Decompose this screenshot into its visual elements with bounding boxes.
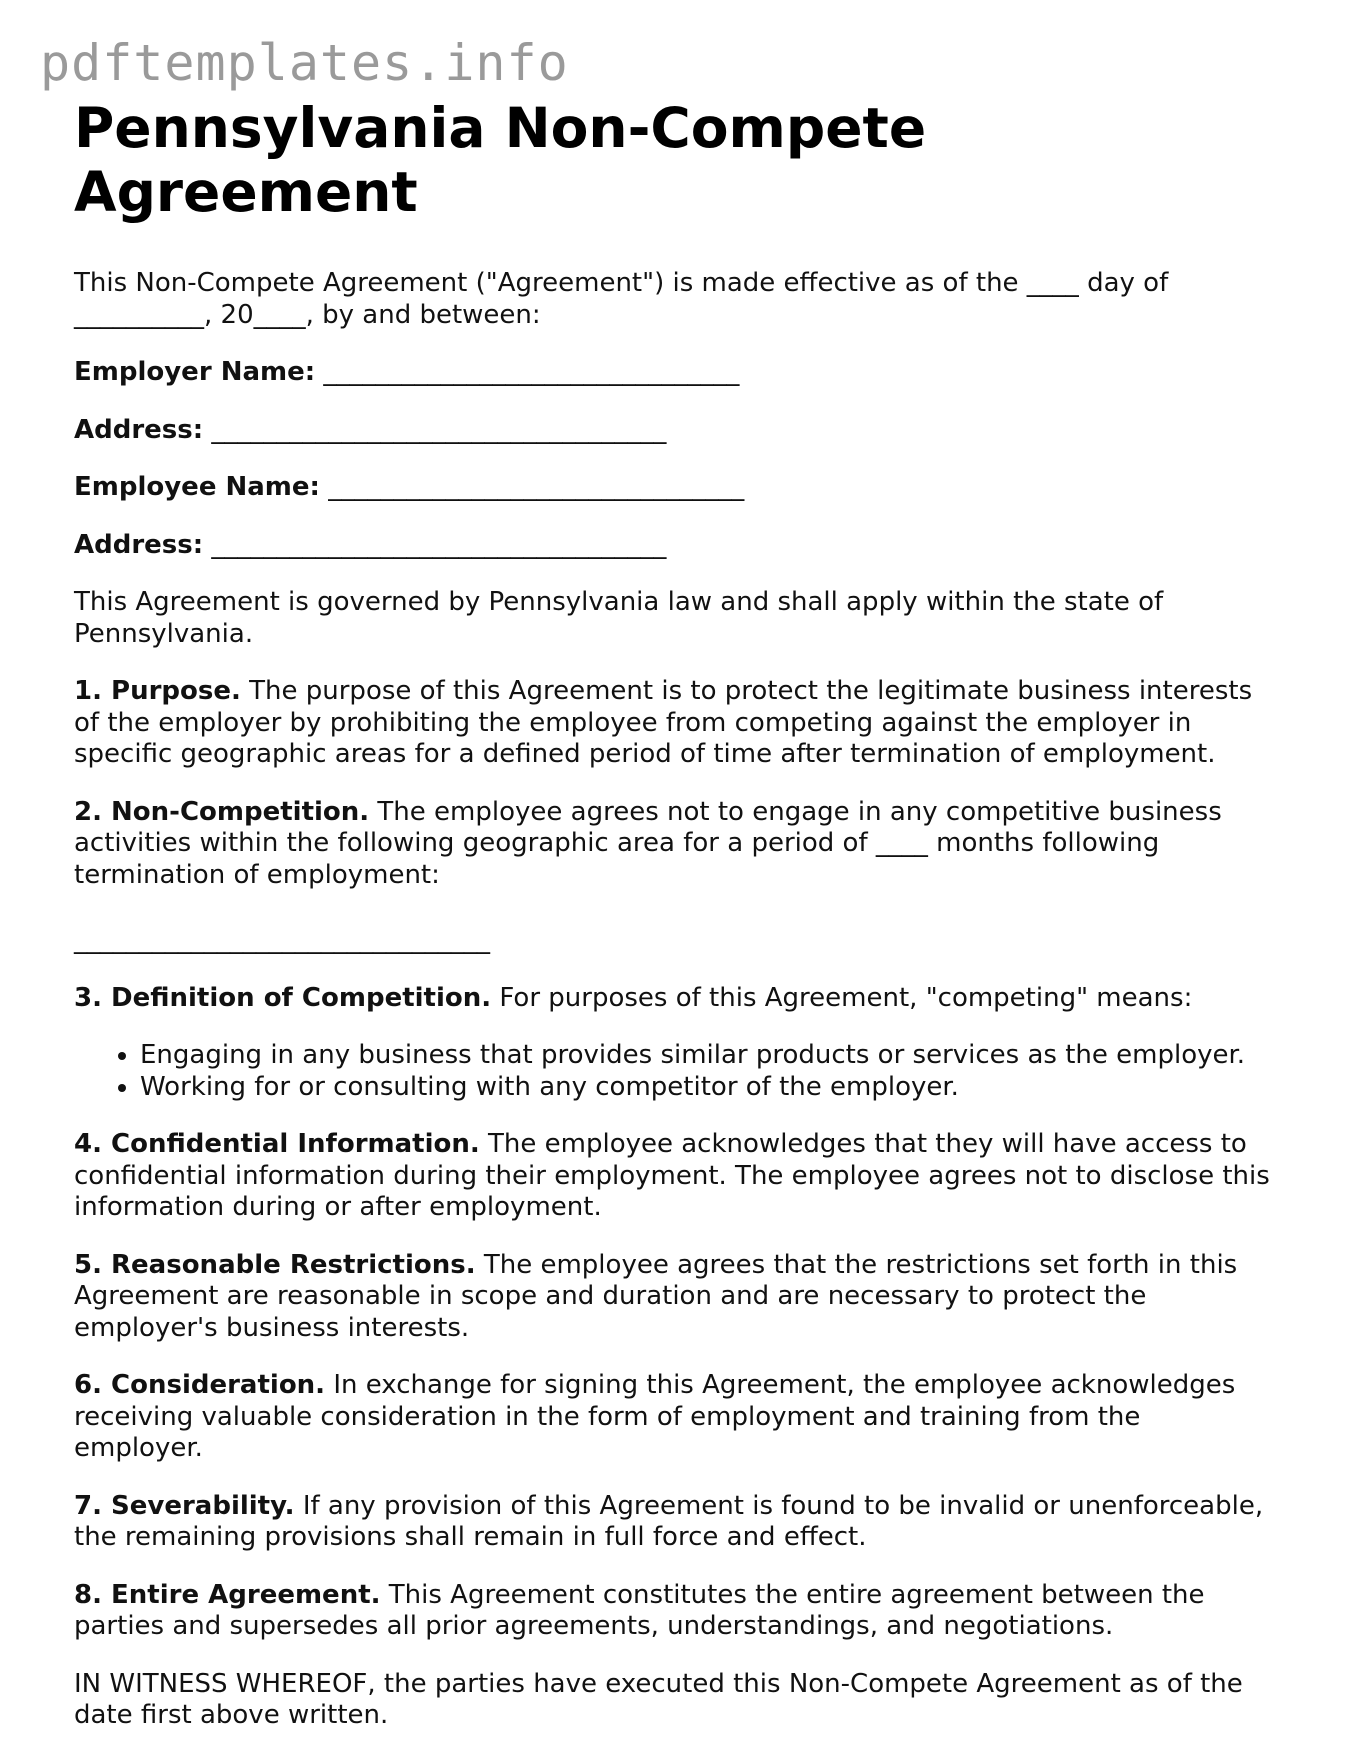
field-blank: ________________________________ xyxy=(328,472,745,502)
section-text: The employee acknowledges that they will have access to confidential information during their employment. The employee agrees not to disclose this information during or after employment. xyxy=(74,1129,1270,1222)
section-purpose xyxy=(74,676,1274,771)
governing-law-paragraph: This Agreement is governed by Pennsylvania law and shall apply within the state of Pennsylvania. xyxy=(74,587,1164,649)
employee-name-field xyxy=(74,472,1274,504)
field-label: Address: xyxy=(74,529,204,560)
field-label: Address: xyxy=(74,414,204,445)
section-heading: 6. Consideration. xyxy=(74,1370,326,1400)
list-item: • Working for or consulting with any competitor of the employer. xyxy=(140,1072,1274,1104)
employee-address-field xyxy=(74,530,1274,562)
document-title: Pennsylvania Non-Compete Agreement xyxy=(74,96,927,224)
definition-list xyxy=(74,1040,1274,1103)
section-severability xyxy=(74,1491,1274,1554)
section-confidential xyxy=(74,1129,1274,1224)
section-text: The purpose of this Agreement is to protect the legitimate business interests of the employer by prohibiting the employee from competing against the employer in specific geographic areas for a defined period of time after termination of employment. xyxy=(74,676,1253,769)
field-label: Employee Name: xyxy=(74,472,320,502)
section-reasonable xyxy=(74,1250,1274,1345)
section-text: The employee agrees that the restrictions set forth in this Agreement are reasonable in scope and duration and are necessary to protect the employer's business interests. xyxy=(74,1249,1238,1343)
field-blank: ___________________________________ xyxy=(211,414,667,445)
section-text: If any provision of this Agreement is found to be invalid or unenforceable, the remaining provisions shall remain in full force and effect. xyxy=(74,1490,1264,1552)
intro-paragraph: This Non-Compete Agreement ("Agreement") is made effective as of the ____ day of __________, 20____, by and between: xyxy=(74,268,1169,330)
section-heading: 8. Entire Agreement. xyxy=(74,1579,381,1610)
field-label: Employer Name: xyxy=(74,357,316,387)
section-text: The employee agrees not to engage in any competitive business activities within the following geographic area for a period of ____ months following termination of employment: xyxy=(74,796,1222,890)
section-heading: 5. Reasonable Restrictions. xyxy=(74,1249,476,1280)
section-text: In exchange for signing this Agreement, the employee acknowledges receiving valuable consideration in the form of employment and training from the employer. xyxy=(74,1370,1236,1463)
list-item: • Engaging in any business that provides similar products or services as the employer. xyxy=(140,1040,1274,1072)
section-heading: 3. Definition of Competition. xyxy=(74,982,492,1013)
section-heading: 4. Confidential Information. xyxy=(74,1129,480,1159)
field-blank: ________________________________ xyxy=(323,357,740,387)
section-heading: 7. Severability. xyxy=(74,1490,295,1521)
employer-name-field xyxy=(74,357,1274,389)
geographic-area-blank: ________________________________ xyxy=(74,925,490,955)
section-heading: 1. Purpose. xyxy=(74,676,241,706)
section-entire-agreement xyxy=(74,1580,1274,1643)
employer-address-field xyxy=(74,415,1274,447)
witness-paragraph: IN WITNESS WHEREOF, the parties have executed this Non-Compete Agreement as of the date first above written. xyxy=(74,1668,1243,1730)
section-consideration xyxy=(74,1370,1274,1465)
section-non-competition xyxy=(74,797,1274,892)
watermark: pdftemplates.info xyxy=(40,34,569,92)
document-page xyxy=(74,96,1274,1758)
field-blank: ___________________________________ xyxy=(211,529,667,560)
section-text: For purposes of this Agreement, "competing" means: xyxy=(499,982,1193,1013)
section-heading: 2. Non-Competition. xyxy=(74,796,370,827)
section-text: This Agreement constitutes the entire agreement between the parties and supersedes all prior agreements, understandings, and negotiations. xyxy=(74,1579,1205,1641)
section-definition xyxy=(74,983,1274,1015)
